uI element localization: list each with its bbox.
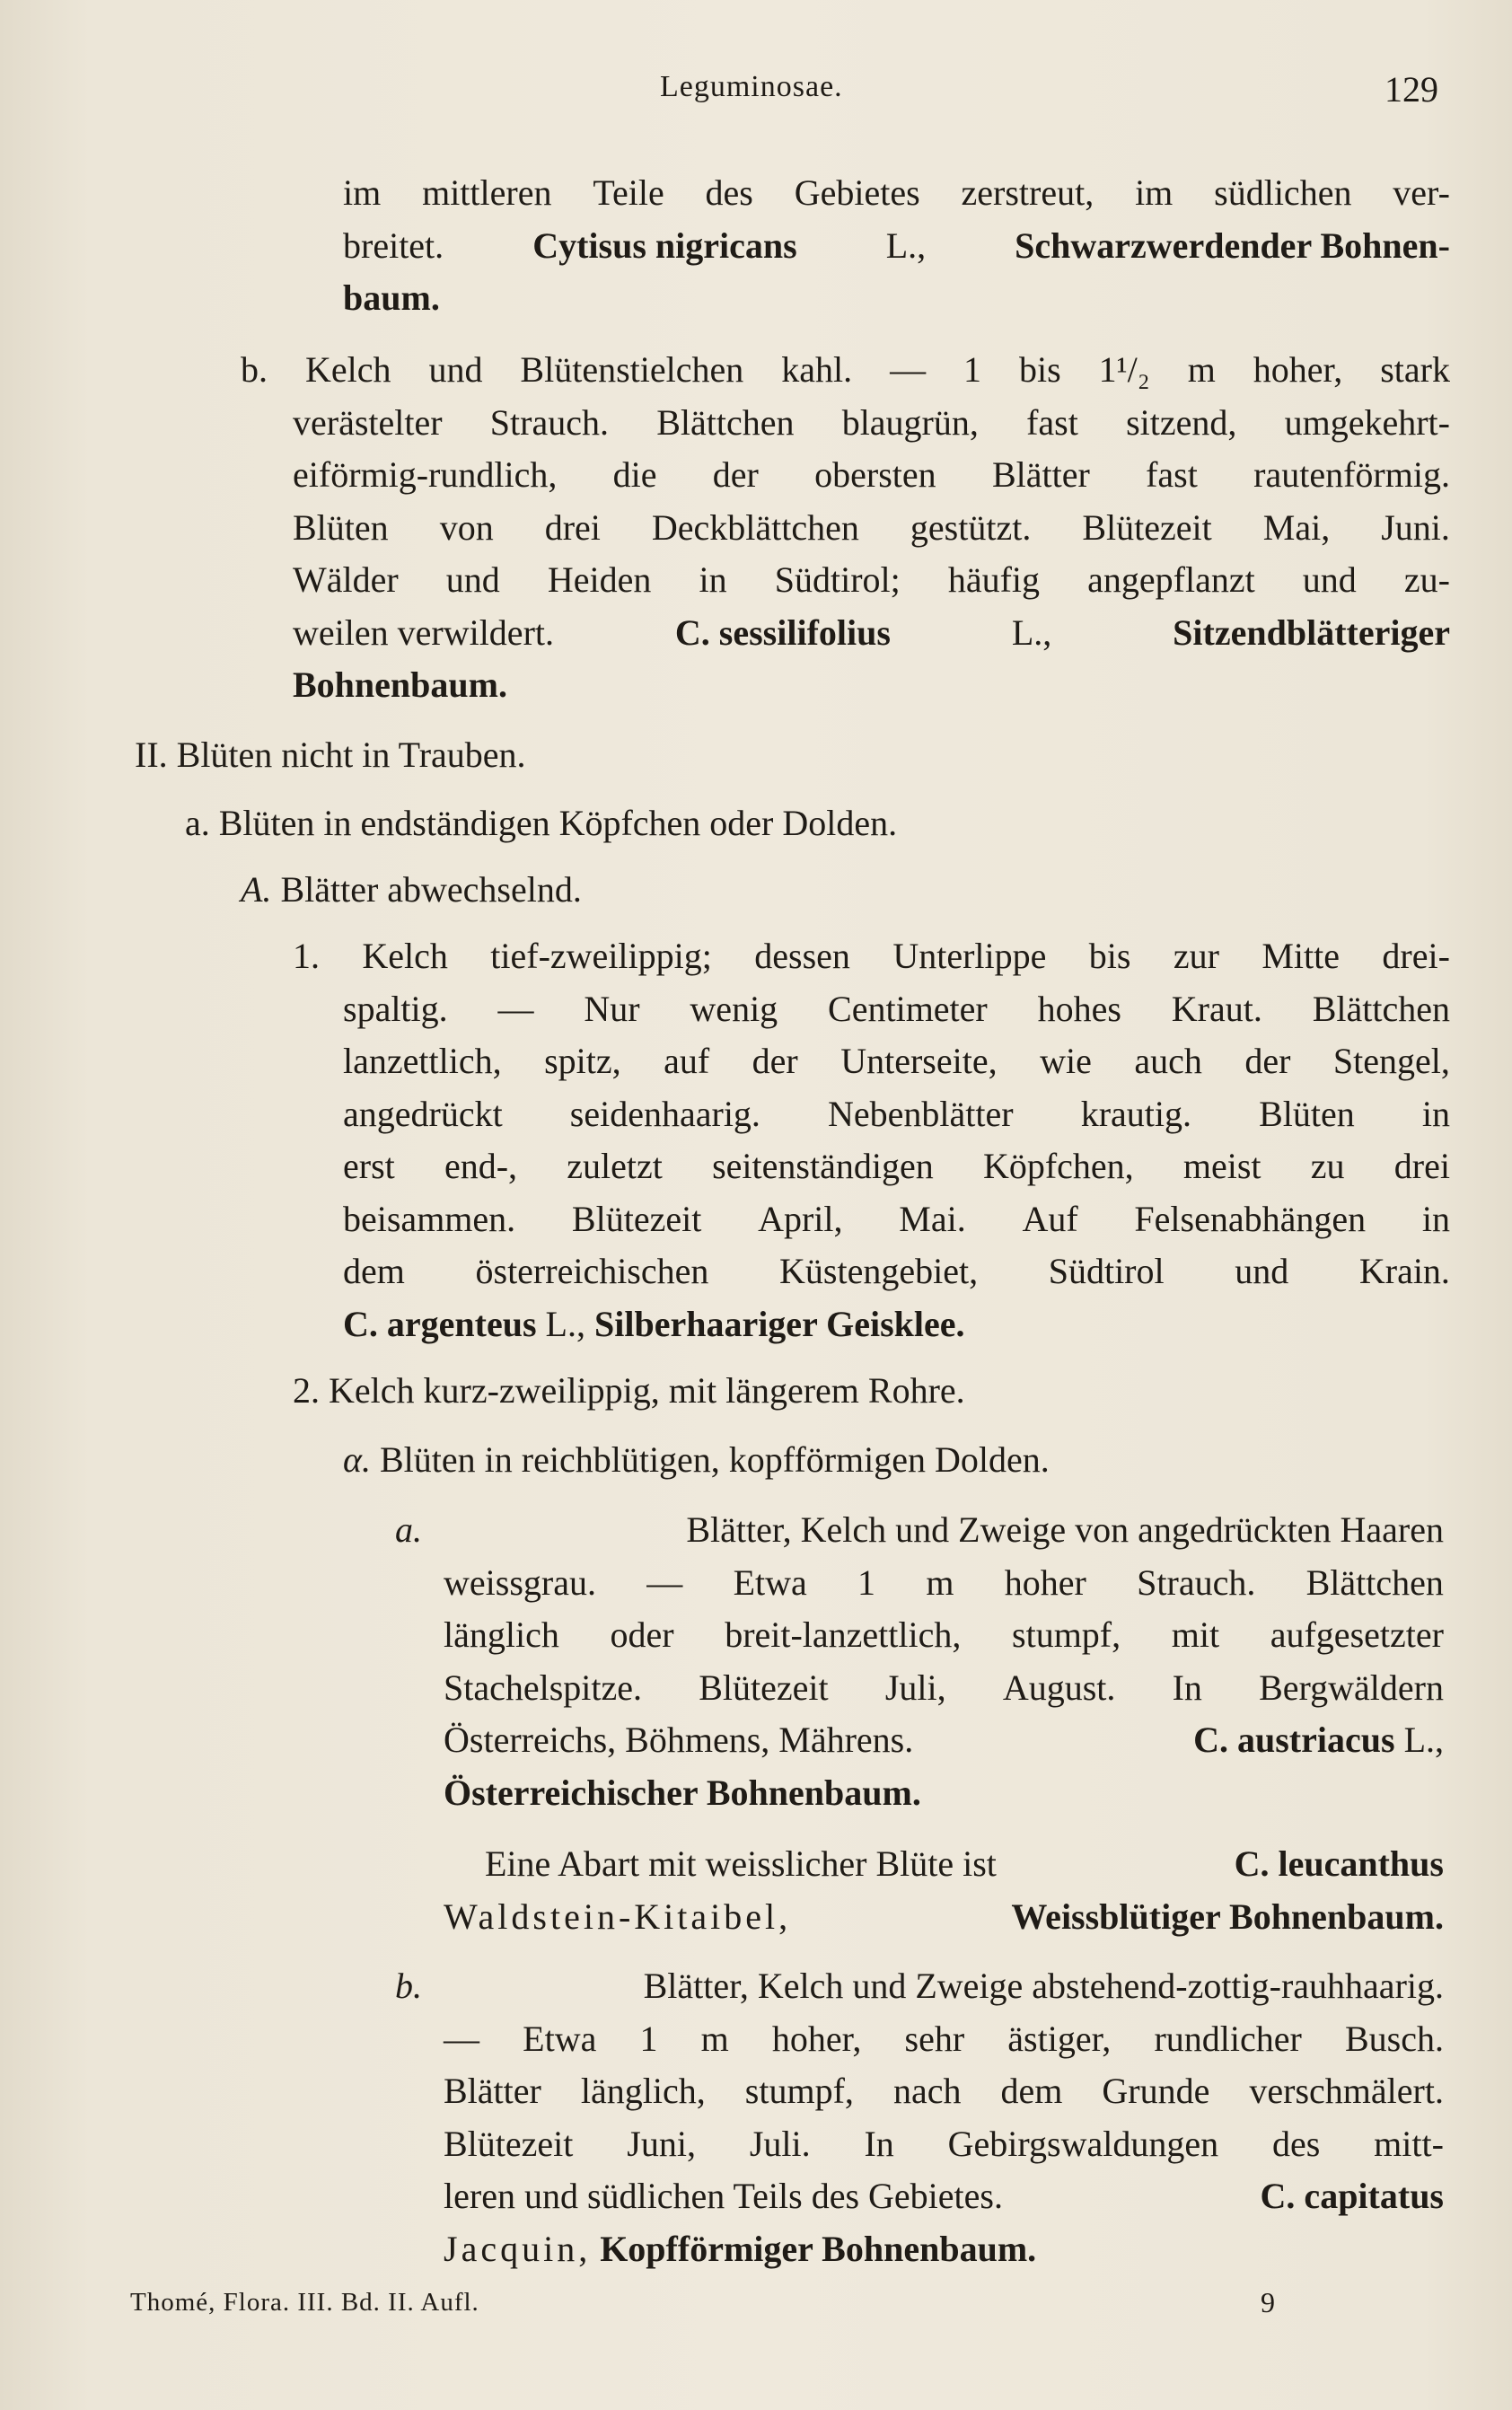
word: Heiden [547,559,652,600]
text-block-austriacus-first [395,1504,1444,1557]
text-line [241,344,1450,397]
text-span: a. Blüten in endständigen Köpfchen oder Dolden. [185,803,898,843]
author-abbrev: L., [885,224,927,266]
text-line [343,1035,1450,1088]
text-block-capitatus-first [395,1960,1444,2013]
word: des [1271,2123,1321,2164]
word: Busch. [1344,2018,1444,2059]
text-line [293,502,1450,555]
word: m [700,2018,729,2059]
text-line [444,2065,1444,2118]
word: August. [1002,1667,1116,1708]
text-line [293,1365,1450,1418]
text-line [444,1609,1444,1662]
word: oder [610,1614,674,1655]
word: häufig [947,559,1041,600]
word: ästiger, [1007,2018,1112,2059]
word: Blättchen [1305,1561,1444,1603]
common-name: Österreichischer Bohnenbaum. [444,1772,921,1813]
text-line [444,1714,1444,1767]
word: in [699,559,727,600]
text-span: breitet. [343,224,444,266]
word: sitzend, [1126,401,1237,443]
word: mit [1171,1614,1220,1655]
footer-sheet-number: 9 [1261,2286,1275,2318]
word: nach [892,2071,962,2111]
word: Grunde [1102,2071,1210,2111]
word: stark [1380,349,1450,390]
text-line [395,1960,1444,2013]
species-name: C. argenteus [343,1303,537,1344]
word: der [712,454,759,495]
text-line [185,797,1442,850]
text-block-sessilifolius-body [293,397,1450,712]
word: zuletzt [567,1146,663,1186]
word: im [343,172,382,213]
word: Wälder [293,559,399,600]
text-line [444,1891,1444,1944]
word: seidenhaarig. [569,1093,760,1134]
text-line [444,1662,1444,1715]
text-line [343,220,1450,273]
word: m [926,1561,954,1603]
word: Juni, [627,2123,696,2164]
word: Kelch [362,936,448,976]
text-line [343,1193,1450,1246]
text-line [343,1245,1450,1298]
word: wenig [690,988,778,1029]
word: Strauch. [1137,1561,1256,1603]
word: die [612,454,657,495]
text-block-item-2 [293,1365,1450,1418]
text-line [395,1504,1444,1557]
word: Blätter [444,2071,541,2111]
word: b. [241,349,268,390]
word: kahl. [781,349,853,390]
word: 1 [963,349,982,390]
text-line [343,1088,1450,1141]
word: zu- [1403,559,1450,600]
word: wie [1040,1041,1092,1081]
text-line [241,864,1498,917]
running-header-title: Leguminosae. [660,70,843,103]
text-line [444,1557,1444,1610]
word: 1. [293,936,320,976]
word: Blättchen [656,401,795,443]
word: spitz, [544,1041,621,1081]
species-name: C. capitatus [1260,2176,1444,2216]
word: rautenförmig. [1253,454,1450,495]
text-block-argenteus [343,983,1450,1351]
word: in [1421,1093,1450,1134]
word: Nur [584,988,640,1029]
word: Stachelspitze. [444,1667,643,1708]
text-span: A. [241,869,272,910]
word: Etwa [523,2018,597,2059]
text-span: a. [395,1509,422,1550]
word: tief-zweilippig; [490,936,712,976]
author-abbrev: L., [1011,611,1052,653]
word: sehr [904,2018,965,2059]
word: Kelch [304,349,391,390]
word: der [1244,1041,1291,1081]
word: Juli. [749,2123,811,2164]
text-line [343,1298,1450,1351]
word: dem [343,1251,405,1291]
word: österreichischen [475,1251,709,1291]
word: in [1421,1198,1450,1239]
word: spaltig. [343,988,448,1029]
word: gestützt. [910,506,1032,548]
common-name: Sitzendblätteriger [1173,611,1450,653]
word: lanzettlich, [343,1041,502,1081]
word: Südtirol; [774,559,901,600]
author-name: Jacquin, [444,2228,592,2269]
word: ver- [1393,172,1450,213]
text-line [135,729,1392,782]
text-block-argenteus-first [293,930,1450,983]
word: — [890,349,927,390]
word: stumpf, [744,2071,854,2111]
word: Mitte [1261,936,1340,976]
word: In [864,2123,894,2164]
word: erst [343,1146,395,1186]
word: April, [758,1198,843,1239]
word: drei- [1382,936,1450,976]
word: — [497,988,534,1029]
word: dem [1000,2071,1063,2111]
text-span: leren und südlichen Teils des Gebietes. [444,2176,1003,2216]
word: Strauch. [489,401,609,443]
word: von [439,506,494,548]
word: seitenständigen [712,1146,934,1186]
text-line [444,2170,1444,2223]
word: auf [664,1041,710,1081]
word: end-, [444,1146,518,1186]
word: hohes [1037,988,1121,1029]
word: zu [1310,1146,1345,1186]
word: krautig. [1080,1093,1191,1134]
word: weissgrau. [444,1561,596,1603]
text-span: α. [343,1439,371,1480]
common-name: Silberhaariger Geisklee. [593,1303,965,1344]
text-line [343,167,1450,220]
word: meist [1182,1146,1261,1186]
word: Südtirol [1048,1251,1165,1291]
word: Kraut. [1171,988,1262,1029]
word: fast [1026,401,1078,443]
word: fast [1146,454,1198,495]
word: Mai. [899,1198,966,1239]
word: auch [1134,1041,1202,1081]
word: In [1172,1667,1202,1708]
word: dessen [754,936,850,976]
word: Blätter [991,454,1090,495]
word: südlichen [1214,172,1352,213]
footer-signature: Thomé, Flora. III. Bd. II. Aufl. [130,2288,479,2317]
word: 1 [639,2018,658,2059]
word: und [1302,559,1357,600]
word: und [1235,1251,1289,1291]
word: bis [1088,936,1131,976]
text-line [343,272,1450,325]
word: breit-lanzettlich, [725,1614,962,1655]
text-line [343,1434,1450,1487]
text-line [444,2223,1444,2276]
word: Etwa [733,1561,807,1603]
author-abbrev: L., [1403,1720,1444,1760]
word: — [646,1561,683,1603]
word: länglich, [580,2071,706,2111]
common-name: Bohnenbaum. [293,664,507,705]
word: Unterseite, [840,1041,998,1081]
species-name: C. austriacus [1193,1720,1395,1760]
author-abbrev: L., [545,1303,585,1344]
word: mitt- [1374,2123,1444,2164]
text-line [343,1140,1450,1193]
common-name: baum. [343,277,440,318]
section-heading-ii [135,729,1392,782]
word: der [752,1041,798,1081]
word: drei [544,506,601,548]
word: umgekehrt- [1284,401,1450,443]
page-number: 129 [1385,69,1438,110]
text-line [444,2118,1444,2171]
text-line [293,930,1450,983]
word: verschmälert. [1249,2071,1444,2111]
text-line [293,607,1450,660]
common-name: Kopfförmiger Bohnenbaum. [600,2228,1037,2269]
word: hoher [1004,1561,1086,1603]
word: Deckblättchen [651,506,859,548]
text-line [293,659,1450,712]
word: Centimeter [828,988,988,1029]
word: beisammen. [343,1198,516,1239]
text-block-sessilifolius [241,344,1450,397]
word: 1 [857,1561,876,1603]
word: des [705,172,753,213]
word: mittleren [422,172,552,213]
word: Blütezeit [571,1198,702,1239]
word: Köpfchen, [982,1146,1134,1186]
text-span: weilen verwildert. [293,611,554,653]
text-line [444,1838,1444,1891]
word: hoher, [771,2018,862,2059]
common-name: Weissblütiger Bohnenbaum. [1011,1895,1444,1937]
word: Blütezeit [444,2123,574,2164]
word: Auf [1022,1198,1078,1239]
text-block-cytisus [343,167,1450,325]
species-name: C. leucanthus [1234,1843,1444,1884]
subsection-heading-A [241,864,1498,917]
word: Juni. [1381,506,1450,548]
word: länglich [444,1614,559,1655]
author-name: Waldstein-Kitaibel, [444,1895,792,1937]
word: eiförmig-rundlich, [293,454,558,495]
text-line [444,1767,1444,1820]
text-span: Eine Abart mit weisslicher Blüte ist [485,1843,997,1884]
text-span: II. Blüten nicht in Trauben. [135,734,526,775]
word: Gebietes [794,172,920,213]
word: im [1135,172,1174,213]
word: Bergwäldern [1259,1667,1444,1708]
word: Mai, [1262,506,1331,548]
species-name: C. sessilifolius [674,611,891,653]
word: Blättchen [1312,988,1450,1029]
word: Blütezeit [1082,506,1212,548]
word: Felsenabhängen [1134,1198,1367,1239]
text-span: Blätter, Kelch und Zweige von angedrückten Haaren [686,1509,1444,1550]
word: drei [1393,1146,1450,1186]
word: Juli, [884,1667,946,1708]
text-block-leucanthus [444,1838,1444,1943]
text-block-capitatus [444,2013,1444,2276]
common-name: Schwarzwerdender Bohnen- [1015,224,1450,266]
word: zerstreut, [961,172,1094,213]
word: obersten [814,454,936,495]
word: und [428,349,483,390]
word: verästelter [293,401,443,443]
text-span: Blätter abwechselnd. [280,869,582,910]
word: Blütezeit [699,1667,829,1708]
species-name: Cytisus nigricans [532,224,797,266]
word: bis [1019,349,1061,390]
text-line [444,2013,1444,2066]
word: Küstengebiet, [779,1251,979,1291]
text-span: Blätter, Kelch und Zweige abstehend-zottig-rauhhaarig. [643,1966,1444,2006]
text-line [293,449,1450,502]
word: Blüten [293,506,389,548]
word: angepflanzt [1087,559,1255,600]
word: zur [1173,936,1219,976]
word: blaugrün, [841,401,979,443]
word: Blüten [1259,1093,1355,1134]
text-block-alpha [343,1434,1450,1487]
word: Gebirgswaldungen [947,2123,1219,2164]
word: und [445,559,500,600]
word: Stengel, [1332,1041,1450,1081]
word: — [444,2018,479,2059]
word: rundlicher [1154,2018,1302,2059]
text-line [293,554,1450,607]
subsection-heading-a [185,797,1442,850]
text-block-austriacus [444,1557,1444,1820]
word: Krain. [1358,1251,1450,1291]
text-span: 2. Kelch kurz-zweilippig, mit längerem Rohre. [293,1370,965,1411]
word: stumpf, [1012,1614,1121,1655]
word: Blütenstielchen [520,349,744,390]
word: angedrückt [343,1093,503,1134]
text-span: Österreichs, Böhmens, Mährens. [444,1720,914,1760]
word: Teile [593,172,664,213]
text-line [293,397,1450,450]
word: Unterlippe [892,936,1047,976]
text-span: b. [395,1966,422,2006]
text-span: Blüten in reichblütigen, kopfförmigen Dolden. [380,1439,1050,1480]
word: aufgesetzter [1270,1614,1444,1655]
text-line [343,983,1450,1036]
word: hoher, [1253,349,1343,390]
word: Nebenblätter [828,1093,1014,1134]
word: m [1187,349,1216,390]
word: 1¹/₂ [1098,349,1150,390]
